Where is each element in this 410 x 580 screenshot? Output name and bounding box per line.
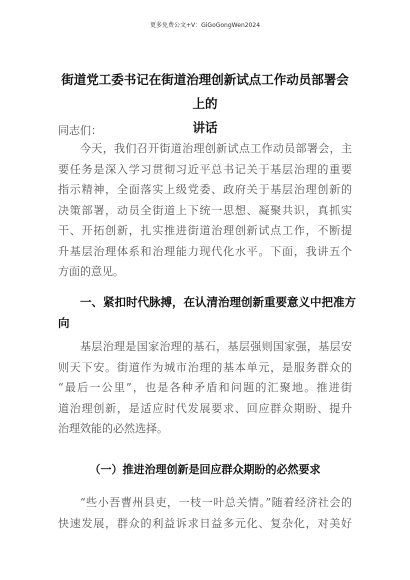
paragraph-2 [58, 337, 352, 440]
heading-line: 向 [58, 315, 70, 330]
text-line: 决策部署，动员全街道上下统一思想、凝聚共识，真抓实 [58, 203, 352, 217]
text-line: 要任务是深入学习贯彻习近平总书记关于基层治理的重要 [58, 162, 352, 176]
text-line: 干、开拓创新，扎实推进街道治理创新试点工作，不断提 [58, 224, 352, 237]
text-line: 治理效能的必然选择。 [58, 422, 168, 435]
text-line: “些小吾曹州县吏，一枝一叶总关情。”随着经济社会的 [80, 496, 352, 509]
heading-line: 一、紧扣时代脉搏，在认清治理创新重要意义中把准方 [80, 295, 356, 309]
text-line: 升基层治理体系和治理能力现代化水平。下面，我讲五个 [58, 244, 352, 258]
paragraph-intro [58, 139, 352, 283]
greeting-text: 同志们： [58, 124, 102, 137]
page-header: 更多免费公文+V：GiGoGongWen2024 [149, 22, 261, 29]
section-heading-1 [58, 292, 356, 333]
text-line: 道治理创新，是适应时代发展要求、回应群众期盼、提升 [58, 401, 352, 415]
subsection-heading-1: （一）推进治理创新是回应群众期盼的必然要求 [89, 463, 321, 476]
text-line: 快速发展，群众的利益诉求日益多元化、复杂化，对美好 [58, 516, 352, 530]
title-line: 讲话 [192, 120, 218, 135]
text-line: “最后一公里”，也是各种矛盾和问题的汇聚地。推进街 [58, 381, 352, 394]
text-line: 则天下安。街道作为城市治理的基本单元，是服务群众的 [58, 360, 352, 374]
title-line: 街道党工委书记在街道治理创新试点工作动员部署会上的 [61, 72, 349, 111]
text-line: 基层治理是国家治理的基石，基层强则国家强，基层安 [80, 340, 352, 353]
text-line: 方面的意见。 [58, 265, 124, 278]
text-line: 今天，我们召开街道治理创新试点工作动员部署会，主 [80, 142, 352, 155]
paragraph-3 [58, 493, 352, 534]
text-line: 指示精神，全面落实上级党委、政府关于基层治理创新的 [58, 183, 352, 196]
